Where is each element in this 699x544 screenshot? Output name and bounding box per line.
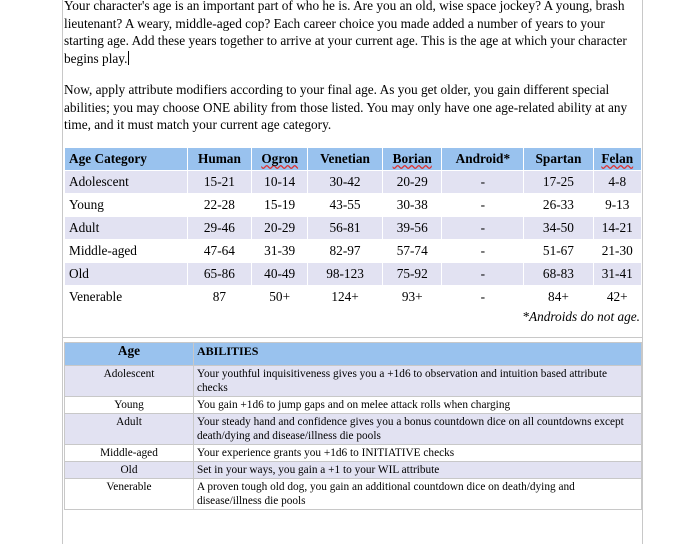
table-cell: 65-86: [187, 263, 252, 286]
table-row: [65, 397, 642, 414]
table-cell: 87: [187, 286, 252, 309]
table-cell: Old: [65, 462, 194, 479]
table-cell: 15-21: [187, 171, 252, 194]
table-cell: 84+: [524, 286, 593, 309]
table-cell: You gain +1d6 to jump gaps and on melee attack rolls when charging: [194, 397, 642, 414]
table-cell: 34-50: [524, 217, 593, 240]
table-cell: 17-25: [524, 171, 593, 194]
table-cell: Young: [65, 397, 194, 414]
table-cell: Venerable: [65, 286, 188, 309]
table-cell: Set in your ways, you gain a +1 to your WIL attribute: [194, 462, 642, 479]
table-cell: 40-49: [252, 263, 308, 286]
header-borian: Borian: [383, 148, 442, 171]
table-cell: 43-55: [308, 194, 383, 217]
table-cell: -: [442, 240, 524, 263]
table-cell: -: [442, 194, 524, 217]
table-cell: 42+: [593, 286, 641, 309]
table-cell: 68-83: [524, 263, 593, 286]
table-cell: 30-38: [383, 194, 442, 217]
table-cell: Young: [65, 194, 188, 217]
age-table-header-row: [65, 148, 642, 171]
table-cell: 20-29: [252, 217, 308, 240]
table-cell: Middle-aged: [65, 445, 194, 462]
table-cell: 51-67: [524, 240, 593, 263]
table-cell: 47-64: [187, 240, 252, 263]
header-venetian: Venetian: [308, 148, 383, 171]
table-cell: 31-41: [593, 263, 641, 286]
age-category-table: [64, 147, 642, 309]
header-abilities: ABILITIES: [194, 343, 642, 366]
table-cell: 21-30: [593, 240, 641, 263]
table-row: [65, 414, 642, 445]
table-row: [65, 366, 642, 397]
table-cell: 31-39: [252, 240, 308, 263]
table-cell: Old: [65, 263, 188, 286]
table-cell: Your experience grants you +1d6 to INITIATIVE checks: [194, 445, 642, 462]
document-page[interactable]: [62, 0, 643, 544]
header-human: Human: [187, 148, 252, 171]
table-cell: Adult: [65, 217, 188, 240]
table-row: [65, 445, 642, 462]
table-row: [65, 171, 642, 194]
table-cell: -: [442, 171, 524, 194]
header-felan: Felan: [593, 148, 641, 171]
table-cell: Your steady hand and confidence gives you a bonus countdown dice on all countdowns except death/dying and disease/illness die pools: [194, 414, 642, 445]
table-cell: 82-97: [308, 240, 383, 263]
intro-paragraph-1[interactable]: [64, 0, 642, 67]
table-cell: Middle-aged: [65, 240, 188, 263]
table-cell: Adult: [65, 414, 194, 445]
abilities-header-row: [65, 343, 642, 366]
table-cell: 4-8: [593, 171, 641, 194]
intro-paragraph-2[interactable]: Now, apply attribute modifiers according to your final age. As you get older, you gain different special abilities; you may choose ONE ability from those listed. You may only have one age-related ability at any time, and it must match your current age category.: [64, 82, 628, 132]
header-spartan: Spartan: [524, 148, 593, 171]
table-cell: 15-19: [252, 194, 308, 217]
table-cell: 20-29: [383, 171, 442, 194]
age-abilities-table: [64, 342, 642, 510]
android-footnote: *Androids do not age.: [522, 309, 640, 324]
table-cell: 29-46: [187, 217, 252, 240]
table-cell: 39-56: [383, 217, 442, 240]
table-cell: A proven tough old dog, you gain an additional countdown dice on death/dying and disease/illness die pools: [194, 479, 642, 510]
table-row: [65, 240, 642, 263]
table-cell: 9-13: [593, 194, 641, 217]
text-caret: [128, 51, 129, 65]
table-cell: Adolescent: [65, 366, 194, 397]
table-cell: 26-33: [524, 194, 593, 217]
table-cell: -: [442, 263, 524, 286]
table-cell: -: [442, 217, 524, 240]
header-android: Android*: [442, 148, 524, 171]
table-cell: 98-123: [308, 263, 383, 286]
table-cell: 30-42: [308, 171, 383, 194]
table-row: [65, 462, 642, 479]
table-cell: Your youthful inquisitiveness gives you a +1d6 to observation and intuition based attribute checks: [194, 366, 642, 397]
table-cell: 124+: [308, 286, 383, 309]
table-row: [65, 194, 642, 217]
intro-text: Your character's age is an important part of who he is. Are you an old, wise space jockey? A young, brash lieutenant? A weary, middle-aged cop? Each career choice you made added a number of years to your starting age. Add these years together to arrive at your current age. This is the age at which your character begins play.: [64, 0, 627, 66]
table-cell: Adolescent: [65, 171, 188, 194]
header-age-category: Age Category: [65, 148, 188, 171]
table-row: [65, 263, 642, 286]
table-cell: 50+: [252, 286, 308, 309]
header-age: Age: [65, 343, 194, 366]
table-cell: Venerable: [65, 479, 194, 510]
table-cell: 56-81: [308, 217, 383, 240]
table-cell: 10-14: [252, 171, 308, 194]
table-divider: [63, 337, 642, 338]
table-row: [65, 479, 642, 510]
table-cell: -: [442, 286, 524, 309]
table-row: [65, 286, 642, 309]
table-cell: 93+: [383, 286, 442, 309]
table-cell: 22-28: [187, 194, 252, 217]
table-row: [65, 217, 642, 240]
table-cell: 57-74: [383, 240, 442, 263]
table-cell: 14-21: [593, 217, 641, 240]
header-ogron: Ogron: [252, 148, 308, 171]
table-cell: 75-92: [383, 263, 442, 286]
